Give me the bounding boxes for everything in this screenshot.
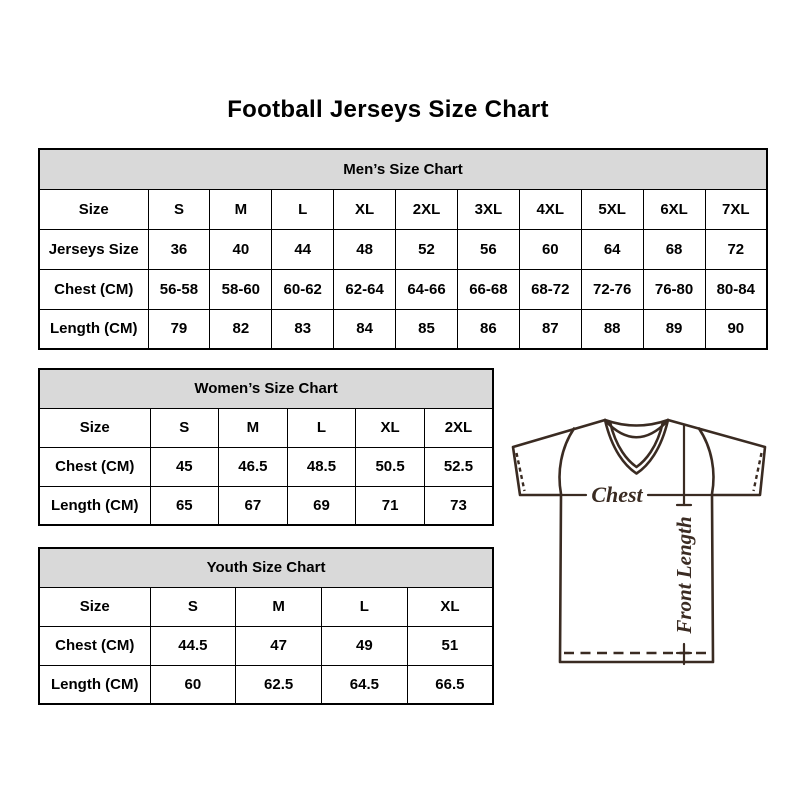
value-cell: 50.5 (356, 447, 425, 486)
page-title: Football Jerseys Size Chart (227, 96, 549, 123)
value-cell: 71 (356, 486, 425, 525)
table-row (39, 309, 767, 349)
value-cell: 58-60 (210, 269, 272, 309)
youth-size-table (38, 547, 494, 705)
value-cell: 84 (334, 309, 396, 349)
size-header-cell: 3XL (457, 189, 519, 229)
size-header-cell: XL (356, 408, 425, 447)
mens-table-title: Men’s Size Chart (39, 149, 767, 189)
value-cell: 51 (407, 626, 493, 665)
row-label-cell: Chest (CM) (39, 269, 148, 309)
table-row (39, 229, 767, 269)
size-header-cell: S (150, 408, 219, 447)
row-label-cell: Size (39, 189, 148, 229)
value-cell: 76-80 (643, 269, 705, 309)
youth-table-title: Youth Size Chart (39, 548, 493, 587)
value-cell: 66-68 (457, 269, 519, 309)
value-cell: 85 (396, 309, 458, 349)
table-row (39, 587, 493, 626)
value-cell: 56 (457, 229, 519, 269)
front-length-label: Front Length (672, 516, 696, 634)
row-label-cell: Chest (CM) (39, 447, 150, 486)
table-row (39, 486, 493, 525)
size-header-cell: 6XL (643, 189, 705, 229)
row-label-cell: Length (CM) (39, 665, 150, 704)
value-cell: 72 (705, 229, 767, 269)
value-cell: 44.5 (150, 626, 236, 665)
size-header-cell: S (148, 189, 210, 229)
table-row (39, 626, 493, 665)
collar-back-line (605, 420, 668, 426)
chest-label: Chest (591, 482, 643, 507)
row-label-cell: Length (CM) (39, 486, 150, 525)
value-cell: 89 (643, 309, 705, 349)
value-cell: 46.5 (219, 447, 288, 486)
value-cell: 72-76 (581, 269, 643, 309)
value-cell: 44 (272, 229, 334, 269)
row-label-cell: Size (39, 408, 150, 447)
value-cell: 64 (581, 229, 643, 269)
table-row (39, 665, 493, 704)
row-label-cell: Jerseys Size (39, 229, 148, 269)
value-cell: 66.5 (407, 665, 493, 704)
row-label-cell: Length (CM) (39, 309, 148, 349)
jersey-outline (513, 420, 765, 662)
value-cell: 62.5 (236, 665, 322, 704)
row-label-cell: Size (39, 587, 150, 626)
vneck-inner-line (610, 422, 663, 467)
value-cell: 69 (287, 486, 356, 525)
value-cell: 87 (519, 309, 581, 349)
table-header-row (39, 149, 767, 189)
jersey-diagram (500, 408, 780, 678)
value-cell: 73 (424, 486, 493, 525)
value-cell: 48 (334, 229, 396, 269)
size-header-cell: 4XL (519, 189, 581, 229)
value-cell: 60 (150, 665, 236, 704)
value-cell: 67 (219, 486, 288, 525)
size-header-cell: M (210, 189, 272, 229)
value-cell: 60-62 (272, 269, 334, 309)
value-cell: 86 (457, 309, 519, 349)
size-header-cell: L (322, 587, 408, 626)
value-cell: 47 (236, 626, 322, 665)
size-header-cell: 2XL (424, 408, 493, 447)
size-header-cell: S (150, 587, 236, 626)
value-cell: 68 (643, 229, 705, 269)
womens-table-title: Women’s Size Chart (39, 369, 493, 408)
value-cell: 36 (148, 229, 210, 269)
size-header-cell: M (236, 587, 322, 626)
table-row (39, 447, 493, 486)
mens-size-table (38, 148, 768, 350)
value-cell: 48.5 (287, 447, 356, 486)
size-header-cell: XL (407, 587, 493, 626)
value-cell: 49 (322, 626, 408, 665)
value-cell: 45 (150, 447, 219, 486)
value-cell: 52 (396, 229, 458, 269)
table-row (39, 269, 767, 309)
table-header-row (39, 548, 493, 587)
size-header-cell: L (272, 189, 334, 229)
row-label-cell: Chest (CM) (39, 626, 150, 665)
value-cell: 52.5 (424, 447, 493, 486)
value-cell: 62-64 (334, 269, 396, 309)
table-header-row (39, 369, 493, 408)
size-header-cell: M (219, 408, 288, 447)
sleeve-seam-right (699, 429, 713, 495)
size-header-cell: L (287, 408, 356, 447)
value-cell: 56-58 (148, 269, 210, 309)
value-cell: 64.5 (322, 665, 408, 704)
value-cell: 90 (705, 309, 767, 349)
value-cell: 40 (210, 229, 272, 269)
table-row (39, 189, 767, 229)
value-cell: 82 (210, 309, 272, 349)
value-cell: 83 (272, 309, 334, 349)
size-header-cell: XL (334, 189, 396, 229)
size-header-cell: 7XL (705, 189, 767, 229)
value-cell: 60 (519, 229, 581, 269)
value-cell: 80-84 (705, 269, 767, 309)
womens-size-table (38, 368, 494, 526)
value-cell: 79 (148, 309, 210, 349)
sleeve-seam-left (560, 429, 574, 495)
value-cell: 64-66 (396, 269, 458, 309)
size-header-cell: 2XL (396, 189, 458, 229)
size-header-cell: 5XL (581, 189, 643, 229)
table-row (39, 408, 493, 447)
value-cell: 68-72 (519, 269, 581, 309)
value-cell: 65 (150, 486, 219, 525)
value-cell: 88 (581, 309, 643, 349)
